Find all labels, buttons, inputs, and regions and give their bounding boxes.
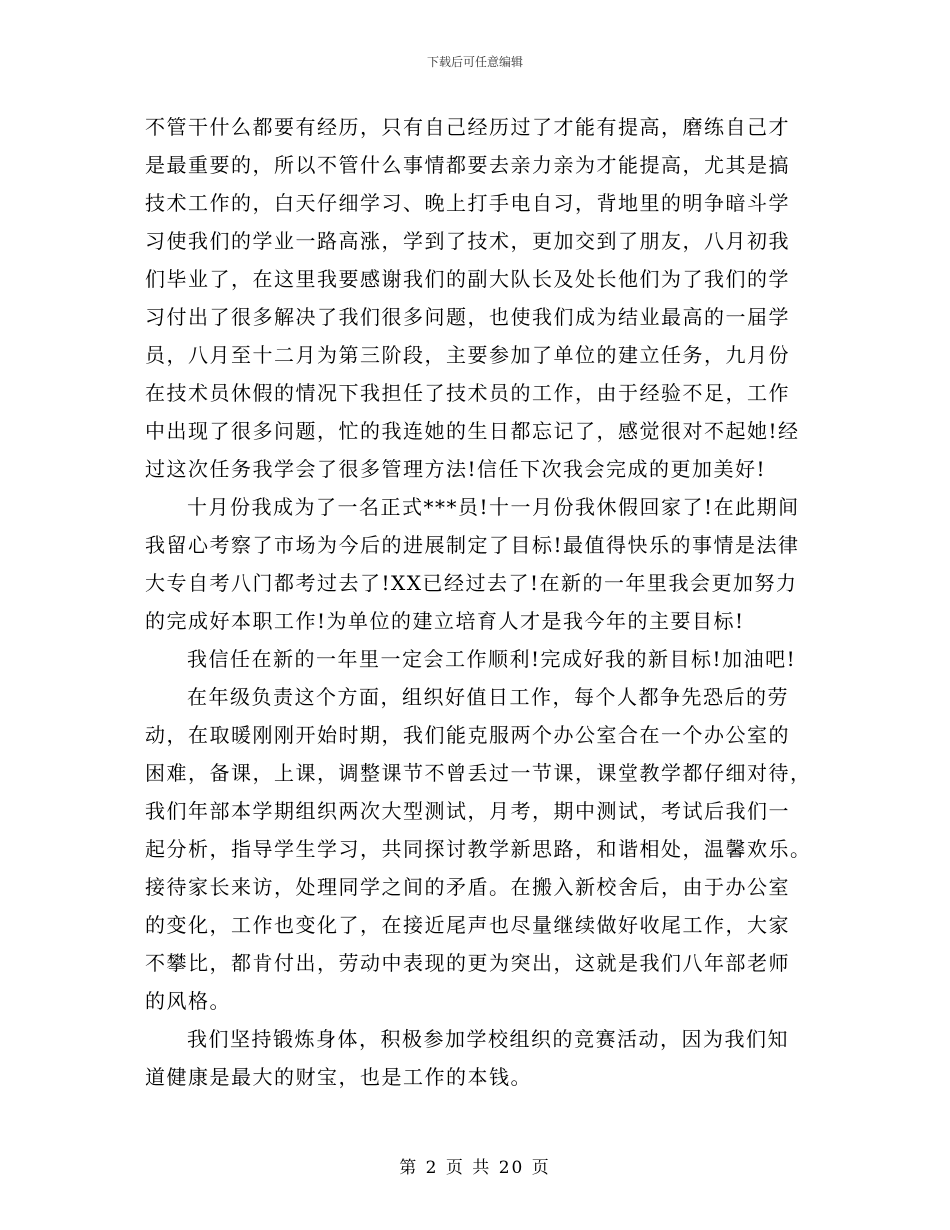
text-line: 的风格。 [145, 989, 231, 1013]
text-line: 在技术员休假的情况下我担任了技术员的工作，由于经验不足，工作 [145, 381, 790, 405]
text-line: 在年级负责这个方面，组织好值日工作，每个人都争先恐后的劳 [187, 685, 789, 709]
text-line: 我们坚持锻炼身体，积极参加学校组织的竞赛活动，因为我们知 [187, 1027, 789, 1051]
page-header: 下载后可任意编辑 [426, 55, 523, 69]
text-line: 的完成好本职工作!为单位的建立培育人才是我今年的主要目标! [145, 609, 745, 633]
text-line: 是最重要的，所以不管什么事情都要去亲力亲为才能提高，尤其是搞 [145, 153, 790, 177]
paragraph [145, 1020, 810, 1096]
text-line: 习付出了很多解决了我们很多问题，也使我们成为结业最高的一届学 [145, 305, 790, 329]
document-body [145, 108, 810, 1096]
text-line: 过这次任务我学会了很多管理方法!信任下次我会完成的更加美好! [145, 457, 767, 481]
text-line: 十月份我成为了一名正式***员!十一月份我休假回家了!在此期间 [187, 495, 800, 519]
paragraph [145, 640, 810, 678]
text-line: 大专自考八门都考过去了!XX已经过去了!在新的一年里我会更加努力 [145, 571, 798, 595]
text-line: 我们年部本学期组织两次大型测试，月考，期中测试，考试后我们一 [145, 799, 790, 823]
text-line: 动，在取暖刚刚开始时期，我们能克服两个办公室合在一个办公室的 [145, 723, 790, 747]
text-line: 困难，备课，上课，调整课节不曾丢过一节课，课堂教学都仔细对待， [145, 761, 812, 785]
text-line: 习使我们的学业一路高涨，学到了技术，更加交到了朋友，八月初我 [145, 229, 790, 253]
text-line: 起分析，指导学生学习，共同探讨教学新思路，和谐相处，温馨欢乐。 [145, 837, 812, 861]
text-line: 道健康是最大的财宝，也是工作的本钱。 [145, 1065, 532, 1089]
text-line: 中出现了很多问题，忙的我连她的生日都忘记了，感觉很对不起她!经 [145, 419, 800, 443]
text-line: 我留心考察了市场为今后的进展制定了目标!最值得快乐的事情是法律 [145, 533, 800, 557]
paragraph [145, 108, 810, 488]
text-line: 员，八月至十二月为第三阶段，主要参加了单位的建立任务，九月份 [145, 343, 790, 367]
text-line: 不攀比，都肯付出，劳动中表现的更为突出，这就是我们八年部老师 [145, 951, 790, 975]
page-number-footer: 第 2 页 共 20 页 [399, 1158, 551, 1178]
text-line: 接待家长来访，处理同学之间的矛盾。在搬入新校舍后，由于办公室 [145, 875, 790, 899]
paragraph [145, 678, 810, 1020]
text-line: 技术工作的，白天仔细学习、晚上打手电自习，背地里的明争暗斗学 [145, 191, 790, 215]
text-line: 们毕业了，在这里我要感谢我们的副大队长及处长他们为了我们的学 [145, 267, 790, 291]
paragraph [145, 488, 810, 640]
text-line: 的变化，工作也变化了，在接近尾声也尽量继续做好收尾工作，大家 [145, 913, 790, 937]
text-line: 不管干什么都要有经历，只有自己经历过了才能有提高，磨练自己才 [145, 115, 790, 139]
text-line: 我信任在新的一年里一定会工作顺利!完成好我的新目标!加油吧! [187, 647, 797, 671]
